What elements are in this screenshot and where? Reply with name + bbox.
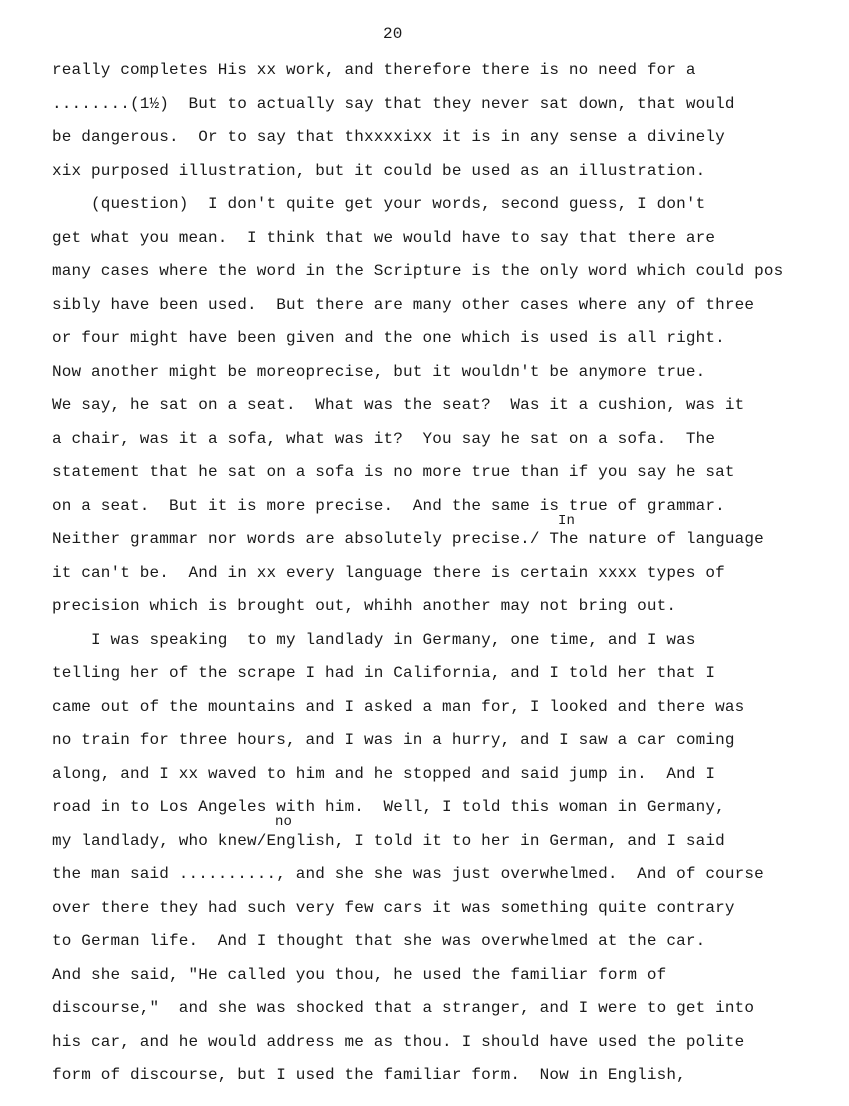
text-line: over there they had such very few cars it was something quite contrary [52, 899, 735, 917]
text-line: ........(1½) But to actually say that they never sat down, that would [52, 95, 735, 113]
text-line: a chair, was it a sofa, what was it? You say he sat on a sofa. The [52, 430, 716, 448]
text-line: his car, and he would address me as thou. I should have used the polite [52, 1033, 745, 1051]
text-line: my landlady, who knew/English, I told it to her in German, and I said [52, 832, 725, 850]
text-line: (question) I don't quite get your words, second guess, I don't [52, 195, 706, 213]
interlinear-insertion: In [558, 513, 576, 529]
text-line: on a seat. But it is more precise. And the same is true of grammar. [52, 497, 725, 515]
text-line: sibly have been used. But there are many other cases where any of three [52, 296, 755, 314]
text-line: to German life. And I thought that she was overwhelmed at the car. [52, 932, 706, 950]
text-line: telling her of the scrape I had in California, and I told her that I [52, 664, 716, 682]
text-line: it can't be. And in xx every language there is certain xxxx types of [52, 564, 725, 582]
text-line: Now another might be moreoprecise, but it wouldn't be anymore true. [52, 363, 706, 381]
page-number: 20 [383, 25, 403, 43]
text-line: And she said, "He called you thou, he used the familiar form of [52, 966, 667, 984]
text-line: precision which is brought out, whihh another may not bring out. [52, 597, 677, 615]
text-line: Neither grammar nor words are absolutely precise./ The nature of language [52, 530, 764, 548]
text-line: came out of the mountains and I asked a man for, I looked and there was [52, 698, 745, 716]
text-line: really completes His xx work, and therefore there is no need for a [52, 61, 696, 79]
text-line: We say, he sat on a seat. What was the seat? Was it a cushion, was it [52, 396, 745, 414]
text-line: form of discourse, but I used the familiar form. Now in English, [52, 1066, 686, 1084]
text-line: the man said .........., and she she was just overwhelmed. And of course [52, 865, 764, 883]
text-line: be dangerous. Or to say that thxxxxixx it is in any sense a divinely [52, 128, 725, 146]
text-line: road in to Los Angeles with him. Well, I told this woman in Germany, [52, 798, 725, 816]
text-line: I was speaking to my landlady in Germany, one time, and I was [52, 631, 696, 649]
text-line: statement that he sat on a sofa is no more true than if you say he sat [52, 463, 735, 481]
text-line: discourse," and she was shocked that a stranger, and I were to get into [52, 999, 755, 1017]
interlinear-insertion: no [275, 814, 293, 830]
text-line: along, and I xx waved to him and he stopped and said jump in. And I [52, 765, 716, 783]
text-line: or four might have been given and the one which is used is all right. [52, 329, 725, 347]
text-line: many cases where the word in the Scripture is the only word which could pos [52, 262, 784, 280]
text-line: xix purposed illustration, but it could be used as an illustration. [52, 162, 706, 180]
text-line: get what you mean. I think that we would have to say that there are [52, 229, 716, 247]
text-line: no train for three hours, and I was in a hurry, and I saw a car coming [52, 731, 735, 749]
